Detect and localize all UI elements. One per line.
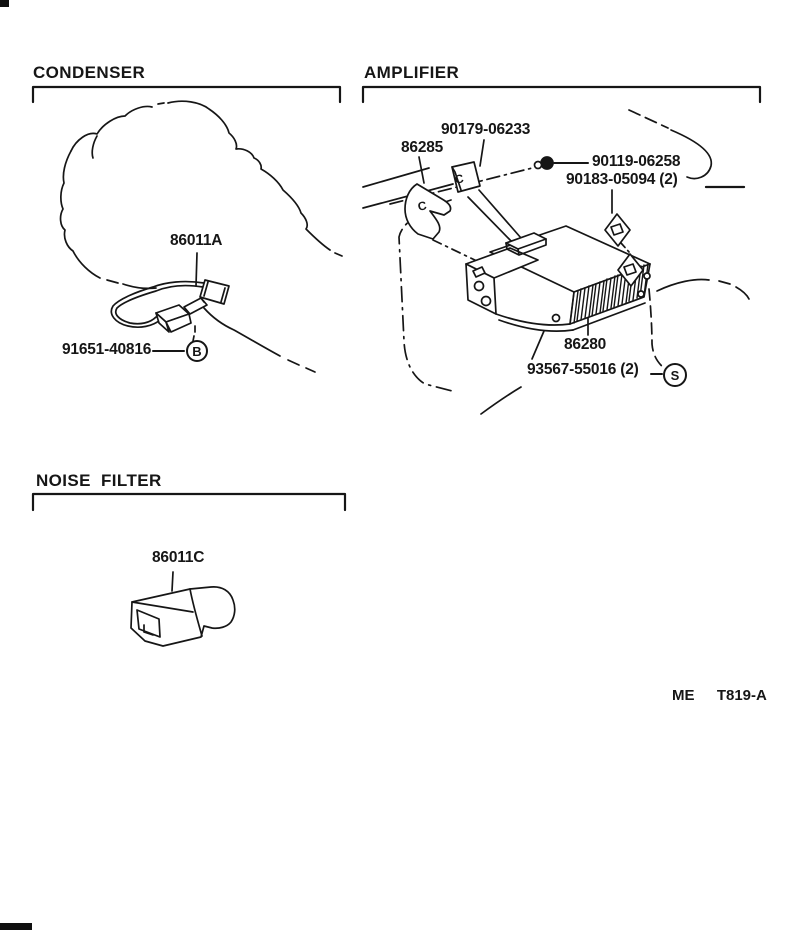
part-label-91651-40816: 91651-40816 — [62, 341, 152, 358]
part-label-93567-55016: 93567-55016 (2) — [527, 361, 639, 378]
amplifier-unit — [466, 226, 650, 331]
condenser-section-title: CONDENSER — [33, 63, 146, 82]
callout-s-letter: S — [670, 367, 680, 383]
sill-curve — [481, 387, 521, 414]
screw-right-high — [644, 273, 650, 279]
diamond-nut-1 — [605, 214, 630, 246]
drawing-code: ME T819-A — [672, 687, 767, 704]
screw-front — [553, 315, 560, 322]
bracket-c-mark: C — [416, 198, 428, 214]
leader-86011c — [172, 572, 173, 591]
clip-c-mark: C — [453, 171, 465, 187]
scan-artifact-top-left — [0, 0, 9, 7]
noise-filter-connector — [131, 572, 235, 646]
noise-filter-section-title: NOISE FILTER — [36, 471, 162, 490]
leader-90179 — [480, 140, 484, 166]
engine-outline — [61, 101, 342, 288]
part-label-86280: 86280 — [564, 336, 607, 353]
amplifier-section-title: AMPLIFIER — [364, 63, 460, 82]
fender-line — [657, 279, 749, 299]
drop-to-callout-s — [649, 289, 665, 369]
part-label-86011a: 86011A — [170, 232, 223, 249]
part-label-86011c: 86011C — [152, 549, 205, 566]
leader-86011a — [196, 253, 197, 286]
part-label-90179-06233: 90179-06233 — [441, 121, 531, 138]
condenser-bracket — [33, 87, 340, 102]
callout-b-letter: B — [192, 343, 202, 359]
amplifier-bracket — [363, 87, 760, 102]
part-label-86285: 86285 — [401, 139, 444, 156]
screw-right-low — [638, 291, 644, 297]
mounting-bracket — [405, 184, 451, 239]
callout-b-circle — [186, 340, 208, 362]
bolt-90119 — [541, 157, 553, 169]
callout-s-circle — [663, 363, 687, 387]
part-label-90119-06258: 90119-06258 — [592, 153, 681, 170]
noise-filter-bracket — [33, 494, 345, 510]
leader-93567 — [532, 331, 544, 359]
part-label-90183-05094: 90183-05094 (2) — [566, 171, 678, 188]
scan-artifact-bottom-left — [0, 923, 32, 930]
